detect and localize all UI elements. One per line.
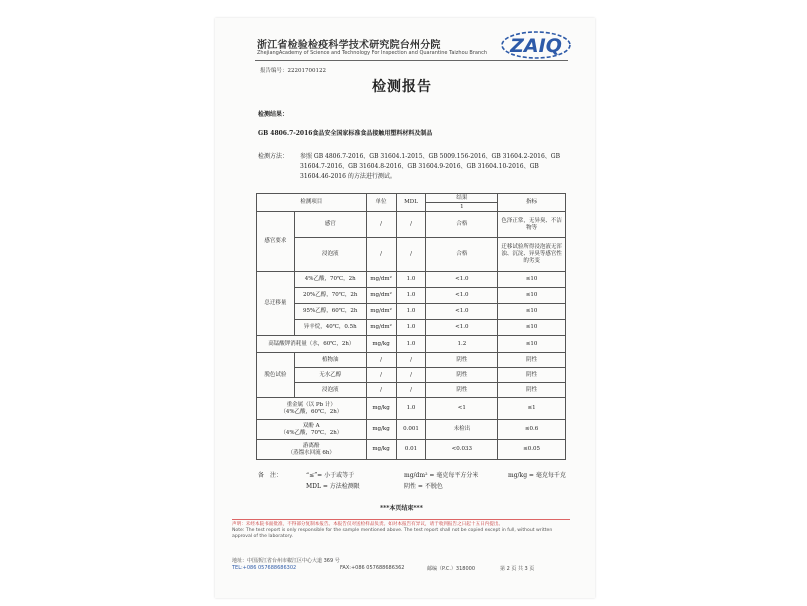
cell-limit: ≤1 bbox=[498, 398, 566, 420]
cell-mdl: 1.0 bbox=[396, 272, 426, 288]
table-row bbox=[257, 420, 566, 440]
cell-item: 4%乙酸，70℃，2h bbox=[294, 272, 366, 288]
footer-rule bbox=[232, 519, 570, 520]
cell-result: <1.0 bbox=[426, 288, 498, 304]
table-row bbox=[257, 398, 566, 420]
cell-result: 合格 bbox=[426, 238, 498, 272]
notes bbox=[258, 470, 566, 492]
address: 地址：中国浙江省台州市椒江区中心大道 369 号 bbox=[232, 558, 340, 564]
cell-limit: ≤0.6 bbox=[498, 420, 566, 440]
cell-unit: / bbox=[366, 238, 396, 272]
cell-result: 未检出 bbox=[426, 420, 498, 440]
cell-unit: mg/dm² bbox=[366, 304, 396, 320]
method-label: 检测方法： bbox=[258, 153, 289, 160]
cell-item bbox=[257, 440, 367, 460]
cell-item: 异辛烷，40℃，0.5h bbox=[294, 320, 366, 336]
cell-limit: 阴性 bbox=[498, 383, 566, 398]
results-label: 检测结果： bbox=[258, 111, 289, 118]
cell-result: <0.033 bbox=[426, 440, 498, 460]
note-mgdm2: mg/dm² = 毫克每平方分米 bbox=[404, 472, 479, 479]
note-mgkg: mg/kg = 毫克每千克 bbox=[508, 472, 566, 479]
cell-limit: ≤10 bbox=[498, 304, 566, 320]
cell-item: 无水乙醇 bbox=[294, 368, 366, 383]
fax: FAX:+086 057688686362 bbox=[340, 565, 405, 571]
table-row bbox=[257, 383, 566, 398]
table-row bbox=[257, 320, 566, 336]
header-result: 结果 bbox=[426, 194, 498, 203]
cell-mdl: / bbox=[396, 212, 426, 238]
disclaimer-en-line1: Note: The test report is only responsible for the sample mentioned above. The test report shall not be copied except in full, without written bbox=[232, 528, 553, 533]
cell-item: 高锰酸钾消耗量（水，60℃，2h） bbox=[257, 336, 367, 353]
disclaimer-en-line2: approval of the laboratory. bbox=[232, 534, 293, 539]
header-result-sub: 1 bbox=[426, 203, 498, 212]
header-limit: 指标 bbox=[498, 194, 566, 212]
header-unit: 单位 bbox=[366, 194, 396, 212]
cell-unit: / bbox=[366, 353, 396, 368]
cell-mdl: 1.0 bbox=[396, 336, 426, 353]
note-negative: 阴性 = 不脱色 bbox=[404, 483, 443, 490]
table-row bbox=[257, 440, 566, 460]
results-table bbox=[256, 193, 566, 460]
cell-unit: mg/dm² bbox=[366, 288, 396, 304]
table-row bbox=[257, 304, 566, 320]
cell-result: <1.0 bbox=[426, 272, 498, 288]
note-mdl: MDL = 方法检测限 bbox=[306, 483, 360, 490]
cell-item: 20%乙醇，70℃，2h bbox=[294, 288, 366, 304]
cell-result: <1.0 bbox=[426, 320, 498, 336]
page-number: 第 2 页 共 3 页 bbox=[500, 566, 535, 572]
cell-mdl: 1.0 bbox=[396, 304, 426, 320]
cell-mdl: / bbox=[396, 368, 426, 383]
cell-limit: 阴性 bbox=[498, 368, 566, 383]
cell-item: 植物油 bbox=[294, 353, 366, 368]
cell-item: 95%乙醇，60℃，2h bbox=[294, 304, 366, 320]
report-number: 报告编号：22201700122 bbox=[260, 68, 326, 74]
cell-item-line2: （4%乙酸，60℃，2h） bbox=[280, 408, 343, 415]
header-item: 检测项目 bbox=[257, 194, 367, 212]
table-header-row bbox=[257, 194, 566, 203]
institute-name-en: ZhejiangAcademy of Science and Technology For Inspection and Quarantine Taizhou Branch bbox=[257, 50, 488, 56]
cell-item: 感官 bbox=[294, 212, 366, 238]
cell-limit: 阴性 bbox=[498, 353, 566, 368]
logo-text: ZAIQ bbox=[510, 35, 562, 57]
disclaimer bbox=[232, 522, 572, 540]
cell-unit: / bbox=[366, 368, 396, 383]
cell-item-line1: 游离酚 bbox=[303, 442, 320, 449]
cell-limit: 迁移试验所得浸泡液无浑浊、沉淀、异臭等感官性的劣变 bbox=[498, 238, 566, 272]
cell-unit: / bbox=[366, 383, 396, 398]
cell-unit: mg/kg bbox=[366, 336, 396, 353]
cell-unit: mg/kg bbox=[366, 420, 396, 440]
cell-unit: mg/dm² bbox=[366, 272, 396, 288]
cell-mdl: 1.0 bbox=[396, 320, 426, 336]
group-label: 感官要求 bbox=[257, 212, 295, 272]
cell-mdl: 0.001 bbox=[396, 420, 426, 440]
cell-item-line2: （4%乙酸，70℃，2h） bbox=[280, 429, 343, 436]
cell-unit: mg/kg bbox=[366, 440, 396, 460]
group-label: 总迁移量 bbox=[257, 272, 295, 336]
header-rule bbox=[255, 60, 568, 61]
table-row bbox=[257, 353, 566, 368]
cell-mdl: 1.0 bbox=[396, 288, 426, 304]
cell-item-line1: 双酚 A bbox=[302, 422, 320, 429]
institute-name-cn: 浙江省检验检疫科学技术研究院台州分院 bbox=[257, 40, 441, 51]
cell-item: 浸泡液 bbox=[294, 238, 366, 272]
notes-label: 备 注： bbox=[258, 472, 283, 479]
zaiq-logo bbox=[500, 28, 572, 62]
cell-result: 阴性 bbox=[426, 368, 498, 383]
cell-limit: ≤0.05 bbox=[498, 440, 566, 460]
cell-result: 阴性 bbox=[426, 383, 498, 398]
table-row bbox=[257, 368, 566, 383]
cell-item bbox=[257, 420, 367, 440]
cell-result: <1 bbox=[426, 398, 498, 420]
cell-limit: ≤10 bbox=[498, 272, 566, 288]
cell-mdl: 0.01 bbox=[396, 440, 426, 460]
page-end-mark: ***本页结束*** bbox=[380, 505, 423, 512]
cell-limit: ≤10 bbox=[498, 320, 566, 336]
cell-mdl: / bbox=[396, 238, 426, 272]
cell-result: 1.2 bbox=[426, 336, 498, 353]
cell-mdl: / bbox=[396, 383, 426, 398]
postcode: 邮编（P.C.）318000 bbox=[427, 566, 475, 572]
cell-mdl: 1.0 bbox=[396, 398, 426, 420]
standard-name: GB 4806.7-2016食品安全国家标准食品接触用塑料材料及制品 bbox=[258, 130, 433, 137]
cell-limit: ≤10 bbox=[498, 336, 566, 353]
group-label: 脱色试验 bbox=[257, 353, 295, 398]
test-method bbox=[258, 152, 563, 182]
method-text: 参照 GB 4806.7-2016、GB 31604.1-2015、GB 5009.156-2016、GB 31604.2-2016、GB 31604.7-2016、GB 31604.8-2016、GB 31604.9-2016、GB 31604.10-2016、GB 31604.46-2016 的方法进行测试。 bbox=[300, 153, 560, 180]
table-row bbox=[257, 272, 566, 288]
table-row bbox=[257, 336, 566, 353]
cell-result: 阴性 bbox=[426, 353, 498, 368]
cell-unit: / bbox=[366, 212, 396, 238]
cell-result: <1.0 bbox=[426, 304, 498, 320]
cell-item-line1: 重金属（以 Pb 计） bbox=[286, 401, 336, 408]
cell-mdl: / bbox=[396, 353, 426, 368]
telephone: TEL:+086 057688686302 bbox=[232, 565, 297, 571]
note-le: “≤”= 小于或等于 bbox=[306, 472, 355, 479]
cell-item bbox=[257, 398, 367, 420]
cell-limit: 色泽正常，无异臭、不洁物等 bbox=[498, 212, 566, 238]
cell-limit: ≤10 bbox=[498, 288, 566, 304]
table-row bbox=[257, 212, 566, 238]
disclaimer-cn: 声明：未经本院书面批准，不得部分复制本报告。本报告仅对送检样品负责。如对本报告有异议，请于收到报告之日起十五日内提出。 bbox=[232, 522, 504, 527]
page-title: 检测报告 bbox=[372, 79, 432, 95]
table-row bbox=[257, 288, 566, 304]
header-mdl: MDL bbox=[396, 194, 426, 212]
cell-unit: mg/kg bbox=[366, 398, 396, 420]
table-row bbox=[257, 238, 566, 272]
cell-item-line2: （蒸馏水回流 6h） bbox=[287, 449, 335, 456]
cell-item: 浸泡液 bbox=[294, 383, 366, 398]
cell-unit: mg/dm² bbox=[366, 320, 396, 336]
cell-result: 合格 bbox=[426, 212, 498, 238]
